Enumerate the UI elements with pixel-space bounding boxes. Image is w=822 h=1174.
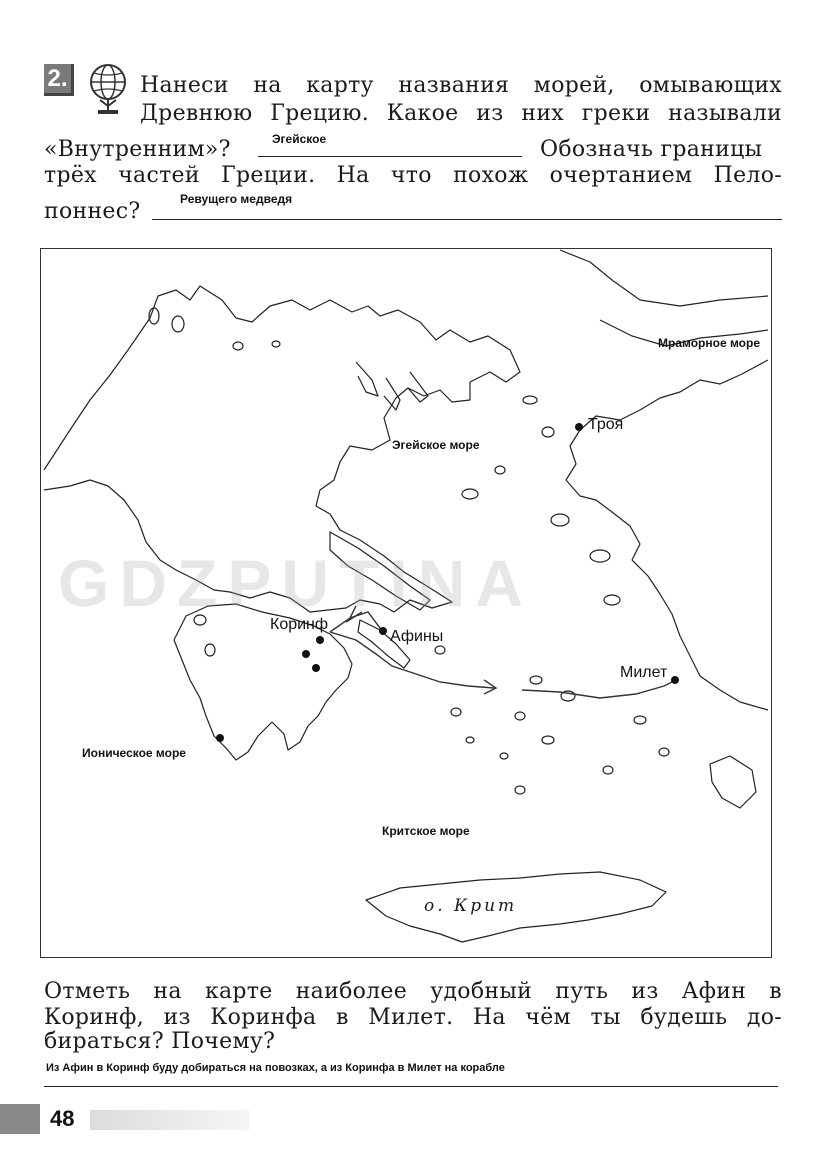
city-marker-athens — [379, 627, 387, 635]
answer-inner-sea: Эгейское — [272, 132, 327, 146]
city-marker-troy — [575, 423, 583, 431]
city-marker-miletus — [671, 676, 679, 684]
city-label-corinth: Коринф — [270, 616, 329, 633]
city-marker-2 — [312, 664, 320, 672]
page-tab — [0, 1104, 40, 1134]
task-number-badge: 2. — [44, 64, 74, 96]
question2-line-3: бираться? Почему? — [44, 1029, 276, 1054]
sea-label-ionian: Ионическое море — [82, 746, 186, 760]
footer-decoration — [90, 1110, 250, 1130]
question2-line-1: Отметь на карте наиболее удобный путь из Афин в — [44, 979, 782, 1004]
task-line-3: «Внутренним»? — [44, 137, 231, 162]
task-line-4: Обозначь границы — [540, 137, 763, 162]
sea-label-marmara: Мраморное море — [658, 336, 761, 350]
sea-label-cretan: Критское море — [382, 824, 470, 838]
city-marker-3 — [216, 734, 224, 742]
city-marker-1 — [302, 650, 310, 658]
answer-peloponnese-shape: Ревущего медведя — [180, 192, 293, 206]
island-label-crete: о. Крит — [424, 896, 518, 916]
page-number: 48 — [50, 1106, 75, 1131]
city-label-athens: Афины — [390, 628, 444, 645]
task-line-5: трёх частей Греции. На что похож очертанием Пело- — [44, 163, 782, 188]
task-line-1: Нанеси на карту названия морей, омывающих — [140, 73, 782, 98]
question2-answer: Из Афин в Коринф буду добираться на повозках, а из Коринфа в Милет на корабле — [46, 1062, 505, 1074]
answer-line-3 — [44, 1086, 778, 1087]
sea-label-aegean: Эгейское море — [392, 438, 480, 452]
task-line-6: поннес? — [44, 199, 141, 224]
question2-line-2: Коринф, из Коринфа в Милет. На чём ты будешь до- — [44, 1005, 782, 1030]
watermark: GDZPUTINA — [58, 546, 533, 620]
city-marker-corinth — [316, 636, 324, 644]
city-label-miletus: Милет — [620, 664, 668, 681]
task-line-2: Древнюю Грецию. Какое из них греки называли — [140, 101, 782, 126]
city-label-troy: Троя — [588, 416, 624, 433]
